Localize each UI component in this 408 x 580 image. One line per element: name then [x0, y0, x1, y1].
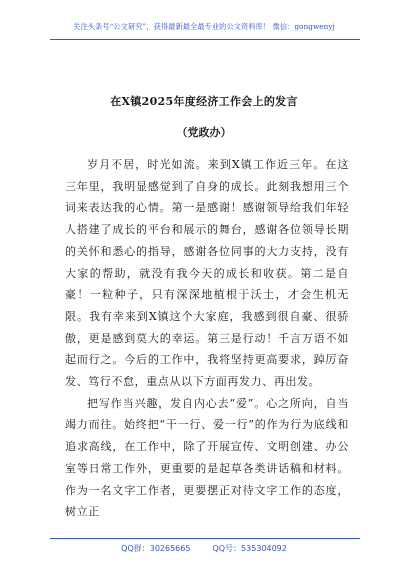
document-title: 在X镇2025年度经济工作会上的发言: [110, 95, 298, 108]
header-note: 关注头条号“公文研究”，获得最新最全最专业的公文资料库！ 微信：gongwenyj: [73, 22, 335, 31]
footer: [0, 543, 408, 554]
paragraph-2: 把写作当兴趣，发自内心去“爱”。心之所向，自当竭力而往。始终把“干一行、爱一行”的作为行为底线和追求高线，在工作中，除了开展宣传、文明创建、办公室等日常工作外，更重要的是起草各类讲话稿和材料。作为一名文字工作者，更要摆正对待文字工作的态度，树立正: [65, 396, 349, 519]
footer-qq-number: QQ号：535304092: [212, 544, 287, 553]
document-body: [65, 154, 349, 523]
footer-qq-group: QQ群：30265665: [121, 544, 191, 553]
paragraph-1: 岁月不居，时光如流。来到X镇工作近三年。在这三年里，我明显感觉到了自身的成长。此刻我想用三个词来表达我的心情。第一是感谢！感谢领导给我们年轻人搭建了成长的平台和展示的舞台，感谢各位领导长期的关怀和悉心的指导，感谢各位同事的大力支持，没有大家的帮助，就没有我今天的成长和收获。第二是自豪！一粒种子，只有深深地植根于沃土，才会生机无限。我有幸来到X镇这个大家庭，我感到很自豪、很骄傲，更是感到莫大的幸运。第三是行动！千言万语不如起而行之。今后的工作中，我将坚持更高要求，踔厉奋发、笃行不怠，重点从以下方面再发力、再出发。: [65, 158, 349, 389]
footer-divider: [50, 538, 360, 539]
header-divider: [50, 39, 360, 40]
document-author: （党政办）: [176, 126, 232, 139]
